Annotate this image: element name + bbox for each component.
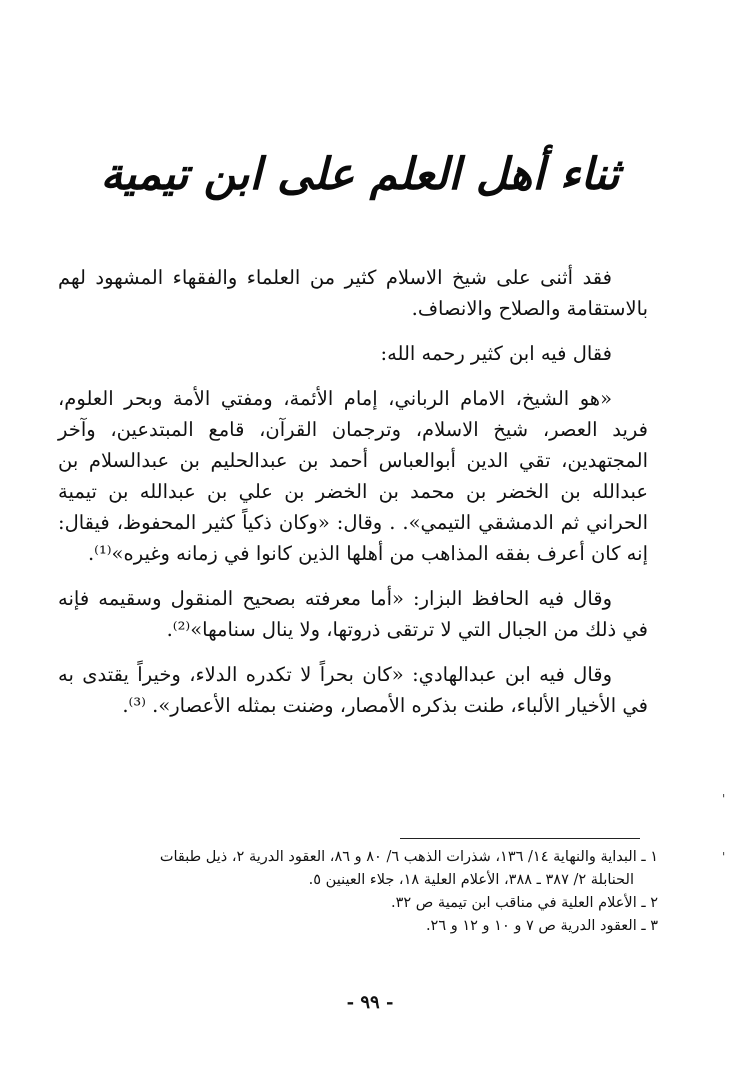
footnotes (58, 846, 658, 938)
paragraph-ibn-abdulhadi: وقال فيه ابن عبدالهادي: «كان بحراً لا تكدره الدلاء، وخيراً يقتدى به في الأخيار الألباء، طنت بذكره الأمصار، وضنت بمثله الأعصار». ⁽³⁾. (58, 663, 648, 717)
body-text (58, 262, 648, 735)
scan-speck: ' (722, 850, 726, 864)
page-number: - ٩٩ - (346, 992, 394, 1013)
paragraph-ibn-kathir-quote: «هو الشيخ، الامام الرباني، إمام الأئمة، ومفتي الأمة وبحر العلوم، فريد العصر، شيخ الاسلام، وترجمان القرآن، قامع المبتدعين، وآخر المجتهدين، تقي الدين أبوالعباس أحمد بن عبدالحليم بن عبدالسلام بن عبدالله بن الخضر بن محمد بن الخضر بن علي بن عبدالله بن تيمية الحراني ثم الدمشقي التيمي». . وقال: «وكان ذكياً كثير المحفوظ، فيقال: إنه كان أعرف بفقه المذاهب من أهلها الذين كانوا في زمانه وغيره»⁽¹⁾. (58, 387, 648, 565)
footnote-1: ١ ـ البداية والنهاية ١٤/ ١٣٦، شذرات الذهب ٦/ ٨٠ و ٨٦، العقود الدرية ٢، ذيل طبقات (159, 849, 658, 865)
paragraph-bazzar: وقال فيه الحافظ البزار: «أما معرفته بصحيح المنقول وسقيمه فإنه في ذلك من الجبال التي لا ترتقى ذروتها، ولا ينال سنامها»⁽²⁾. (58, 587, 648, 641)
chapter-title: ثناء أهل العلم على ابن تيمية (100, 149, 620, 200)
footnote-3: ٣ ـ العقود الدرية ص ٧ و ١٠ و ١٢ و ٢٦. (425, 918, 658, 934)
footnote-2: ٢ ـ الأعلام العلية في مناقب ابن تيمية ص ٣٢. (390, 895, 658, 911)
scan-speck: ' (722, 792, 726, 806)
footnote-1-continued: الحنابلة ٢/ ٣٨٧ ـ ٣٨٨، الأعلام العلية ١٨، جلاء العينين ٥. (308, 872, 634, 888)
paragraph-intro: فقد أثنى على شيخ الاسلام كثير من العلماء والفقهاء المشهود لهم بالاستقامة والصلاح والانصاف. (58, 266, 648, 320)
footnote-divider (400, 838, 640, 839)
paragraph-ibn-kathir-intro: فقال فيه ابن كثير رحمه الله: (380, 342, 612, 365)
